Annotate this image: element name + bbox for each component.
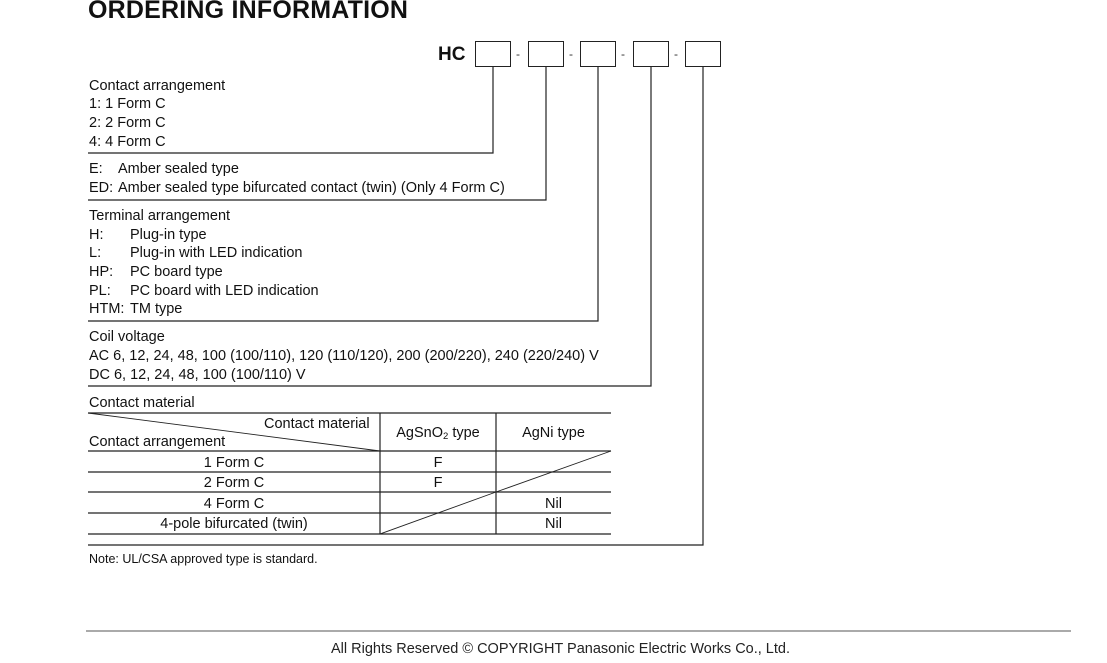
table-cell-agni: Nil bbox=[545, 496, 562, 512]
coil-voltage-dc: DC 6, 12, 24, 48, 100 (100/110) V bbox=[89, 367, 306, 383]
table-row-label: 4-pole bifurcated (twin) bbox=[160, 516, 308, 532]
coil-voltage-heading: Coil voltage bbox=[89, 329, 165, 345]
code-dash: - bbox=[621, 47, 625, 61]
contact-arrangement-item: 4: 4 Form C bbox=[89, 134, 166, 150]
contact-arrangement-item: 2: 2 Form C bbox=[89, 115, 166, 131]
terminal-code: PL: bbox=[89, 283, 111, 299]
code-dash: - bbox=[516, 47, 520, 61]
type-code: E: bbox=[89, 161, 103, 177]
code-prefix: HC bbox=[438, 44, 466, 65]
table-row-label: 4 Form C bbox=[203, 496, 265, 512]
table-corner-top: Contact material bbox=[264, 416, 370, 432]
contact-arrangement-item: 1: 1 Form C bbox=[89, 96, 166, 112]
contact-material-heading: Contact material bbox=[89, 395, 195, 411]
page-title: ORDERING INFORMATION bbox=[88, 0, 409, 24]
type-code: ED: bbox=[89, 180, 114, 196]
table-cell-agni: Nil bbox=[545, 516, 562, 532]
table-row-label: 1 Form C bbox=[203, 455, 265, 471]
terminal-code: H: bbox=[89, 227, 104, 243]
terminal-text: PC board with LED indication bbox=[130, 283, 319, 299]
type-text: Amber sealed type bifurcated contact (twin) (Only 4 Form C) bbox=[118, 180, 505, 196]
terminal-text: PC board type bbox=[130, 264, 223, 280]
note: Note: UL/CSA approved type is standard. bbox=[89, 552, 318, 566]
table-cell-agsno2: F bbox=[433, 455, 443, 471]
footer-copyright: All Rights Reserved © COPYRIGHT Panasonic Electric Works Co., Ltd. bbox=[331, 641, 790, 657]
code-dash: - bbox=[569, 47, 573, 61]
terminal-text: Plug-in type bbox=[130, 227, 207, 243]
terminal-code: HTM: bbox=[89, 301, 125, 317]
table-row-label: 2 Form C bbox=[203, 475, 265, 491]
coil-voltage-ac: AC 6, 12, 24, 48, 100 (100/110), 120 (110/120), 200 (200/220), 240 (220/240) V bbox=[89, 348, 599, 364]
contact-arrangement-heading: Contact arrangement bbox=[89, 78, 226, 94]
terminal-text: TM type bbox=[130, 301, 183, 317]
terminal-code: L: bbox=[89, 245, 102, 261]
terminal-text: Plug-in with LED indication bbox=[130, 245, 303, 261]
table-corner-bottom: Contact arrangement bbox=[89, 434, 226, 450]
table-col-agsno2: AgSnO$_2$ type bbox=[396, 425, 480, 442]
terminal-arrangement-heading: Terminal arrangement bbox=[89, 208, 231, 224]
terminal-code: HP: bbox=[89, 264, 114, 280]
table-cell-agsno2: F bbox=[433, 475, 443, 491]
type-text: Amber sealed type bbox=[118, 161, 239, 177]
code-dash: - bbox=[674, 47, 678, 61]
table-col-agni: AgNi type bbox=[522, 425, 585, 441]
